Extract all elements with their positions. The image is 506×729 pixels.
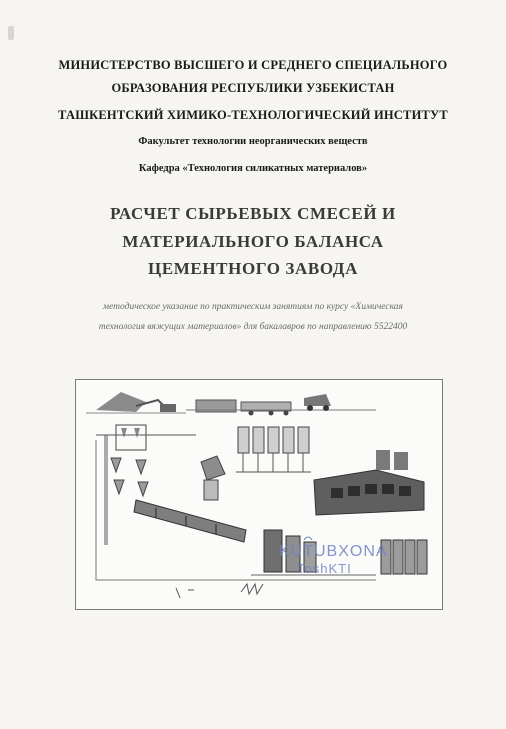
rotary-kiln [134,500,246,542]
handwriting-marks [176,584,263,598]
ministry-line-2: ОБРАЗОВАНИЯ РЕСПУБЛИКИ УЗБЕКИСТАН [111,81,395,95]
document-title-line-1: РАСЧЕТ СЫРЬЕВЫХ СМЕСЕЙ И [110,204,396,223]
library-stamp-line-1: KUTUBXONA [279,543,388,560]
subtitle-line-1: методическое указание по практическим занятиям по курсу «Химическая [103,302,403,312]
quarry-rock [96,392,146,412]
document-title-line-2: МАТЕРИАЛЬНОГО БАЛАНСА [122,232,384,251]
library-stamp-line-2: ToshKTI [297,561,352,576]
faculty-name: Факультет технологии неорганических веществ [138,136,368,147]
excavator-body [160,404,176,412]
raw-mill [201,456,225,480]
plant-diagram [76,380,442,609]
dump-truck [304,394,331,406]
silo-row [238,427,309,453]
department-name: Кафедра «Технология силикатных материалов» [138,163,368,174]
cyclones [111,458,148,496]
institute-name: ТАШКЕНТСКИЙ ХИМИКО-ТЕХНОЛОГИЧЕСКИЙ ИНСТИТУТ [58,108,448,122]
ministry-line-1: МИНИСТЕРСТВО ВЫСШЕГО И СРЕДНЕГО СПЕЦИАЛЬНОГО [58,58,448,72]
cement-silos [381,540,427,574]
preheater-frame [116,425,146,450]
paper-mark [8,26,14,40]
cement-plant-illustration [75,379,443,610]
document-title-line-3: ЦЕМЕНТНОГО ЗАВОДА [148,259,358,278]
subtitle-line-2: технология вяжущих материалов» для бакалавров по направлению 5522400 [98,322,408,332]
stamp-pencil-mark [304,537,312,540]
